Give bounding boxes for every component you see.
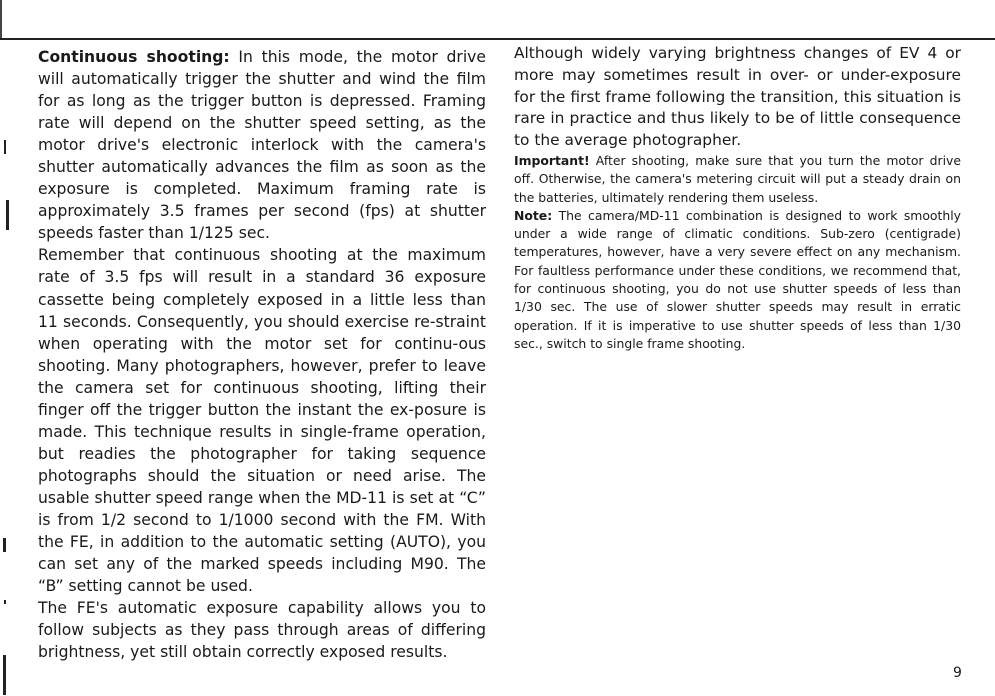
paragraph-text: After shooting, make sure that you turn the motor drive off. Otherwise, the camera's metering circuit will put a steady drain on the batteries, ultimately rendering them useless.	[514, 152, 961, 205]
left-column	[38, 46, 486, 663]
right-column	[514, 43, 961, 353]
binding-mark	[6, 200, 9, 230]
paragraph-text: The camera/MD-11 combination is designed to work smoothly under a wide range of climatic conditions. Sub-zero (centigrade) temperatures, however, have a very severe effect on any mechanism. For faultless performance under these conditions, we recommend that, for continuous shooting, you do not use shutter speeds of less than 1/30 sec. The use of slower shutter speeds may result in erratic operation. If it is imperative to use shutter speeds of less than 1/30 sec., switch to single frame shooting.	[514, 207, 961, 351]
binding-mark	[4, 600, 6, 604]
continuous-shooting-paragraph	[38, 46, 486, 244]
paragraph-text: In this mode, the motor drive will automatically trigger the shutter and wind the film for as long as the trigger button is depressed. Framing rate will depend on the shutter speed setting, as the motor drive's electronic interlock with the camera's shutter automatically advances the film as soon as the exposure is completed. Maximum framing rate is approximately 3.5 frames per second (fps) at shutter speeds faster than 1/125 sec.	[38, 48, 486, 243]
body-paragraph: Remember that continuous shooting at the maximum rate of 3.5 fps will result in a standard 36 exposure cassette being completely exposed in a little less than 11 seconds. Consequently, you should exercise re-straint when operating with the motor set for continu-ous shooting. Many photographers, however, prefer to leave the camera set for continuous shooting, lifting their finger off the trigger button the instant the ex-posure is made. This technique results in single-frame operation, but readies the photographer for taking sequence photographs should the situation or need arise. The usable shutter speed range when the MD-11 is set at “C” is from 1/2 second to 1/1000 second with the FM. With the FE, in addition to the automatic setting (AUTO), you can set any of the marked speeds including M90. The “B” setting cannot be used.	[38, 246, 486, 596]
header-rule	[0, 38, 995, 40]
continuous-shooting-heading: Continuous shooting:	[38, 48, 230, 66]
page-number: 9	[953, 665, 962, 681]
note-paragraph	[514, 207, 961, 353]
body-paragraph: The FE's automatic exposure capability allows you to follow subjects as they pass through areas of differing brightness, yet still obtain correctly exposed results.	[38, 599, 486, 662]
binding-mark	[3, 655, 6, 695]
binding-mark	[3, 538, 6, 552]
binding-mark	[4, 140, 6, 154]
important-heading: Important!	[514, 152, 590, 168]
body-paragraph: Although widely varying brightness changes of EV 4 or more may sometimes result in over- or under-exposure for the first frame following the transition, this situation is rare in practice and thus likely to be of little consequence to the average photographer.	[514, 44, 961, 150]
note-heading: Note:	[514, 207, 553, 223]
important-paragraph	[514, 152, 961, 207]
page-edge-mark	[0, 0, 2, 40]
